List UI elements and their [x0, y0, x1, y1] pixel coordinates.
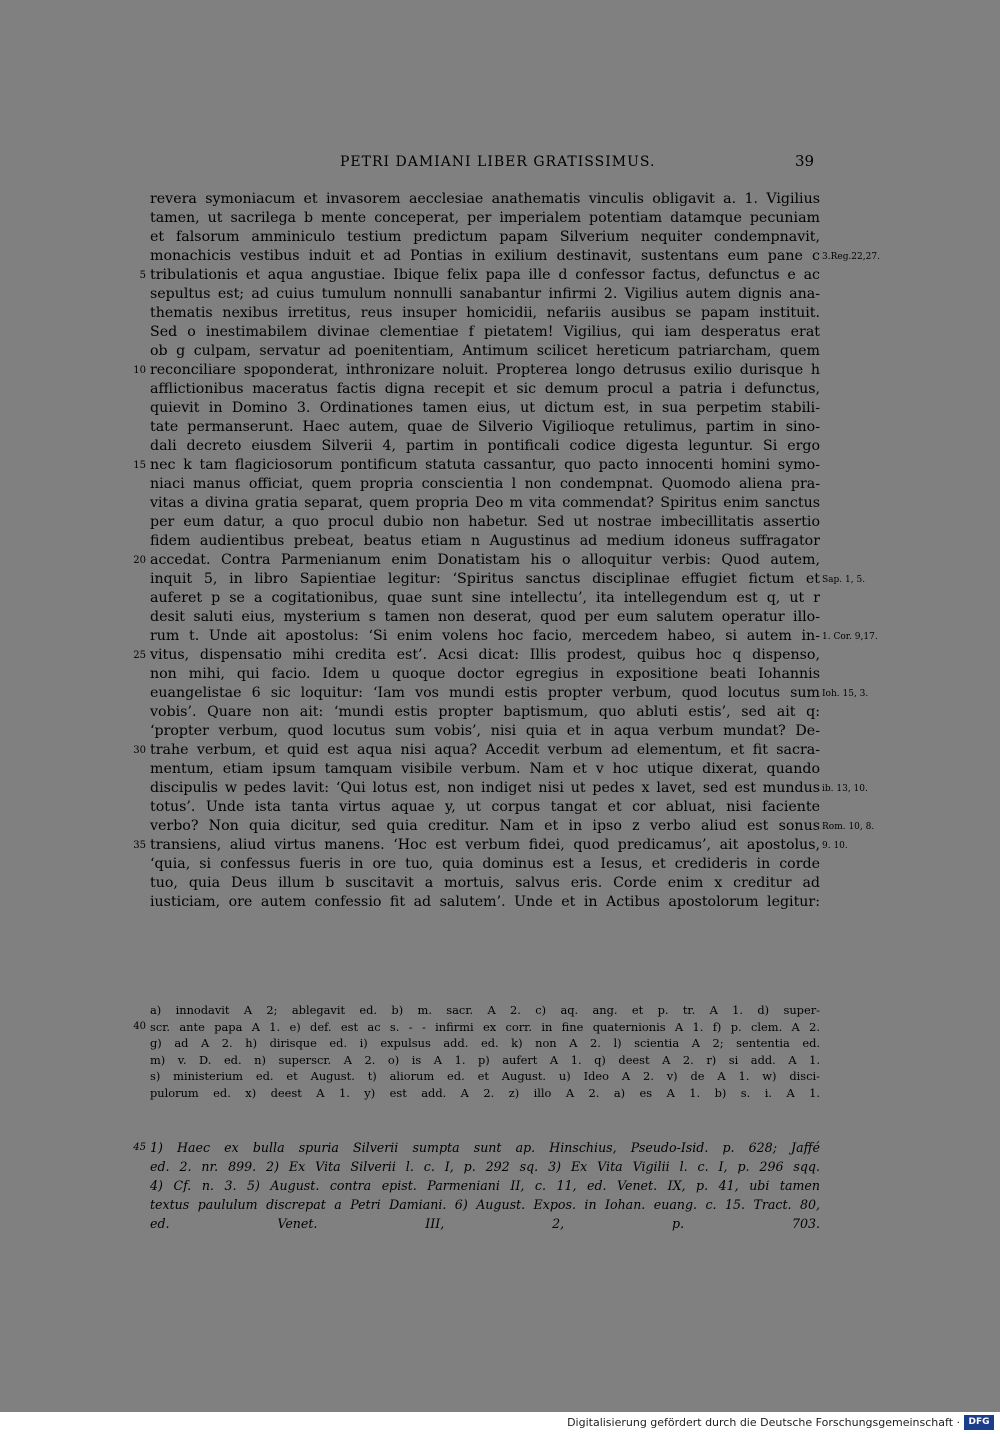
text-line	[150, 1195, 820, 1214]
margin-reference: 9. 10.	[822, 841, 848, 851]
text-line	[150, 760, 820, 779]
text-line	[150, 665, 820, 684]
text-line	[150, 1068, 820, 1085]
text-line	[150, 1176, 820, 1195]
margin-reference: Rom. 10, 8.	[822, 822, 875, 832]
line-text: pulorum ed. x) deest A 1. y) est add. A 2. z) illo A 2. a) es A 1. b) s. i. A 1.	[150, 1085, 820, 1100]
text-line	[150, 247, 880, 266]
line-text: thematis nexibus irretitus, reus insuper homicidii, nefariis ausibus se papam instituit.	[150, 305, 820, 321]
digitization-footer	[0, 1412, 1000, 1434]
source-notes	[133, 1138, 820, 1233]
text-line	[150, 494, 820, 513]
line-text: per eum datur, a quo procul dubio non habetur. Sed ut nostrae imbecillitatis assertio	[150, 514, 820, 530]
line-number: 20	[133, 555, 146, 566]
critical-apparatus	[133, 1002, 820, 1101]
line-number: 35	[133, 840, 146, 851]
line-text: tribulationis et aqua angustiae. Ibique felix papa ille d confessor factus, defunctus e ac	[150, 267, 820, 283]
text-line	[150, 722, 820, 741]
line-text: inquit 5, in libro Sapientiae legitur: ‘Spiritus sanctus disciplinae effugiet fictum et	[150, 571, 820, 587]
line-text: m) v. D. ed. n) superscr. A 2. o) is A 1. p) aufert A 1. q) deest A 2. r) si add. A 1.	[150, 1052, 820, 1067]
line-text: fidem audientibus prebeat, beatus etiam n Augustinus ad medium idoneus suffragator	[150, 533, 820, 549]
text-line	[150, 399, 820, 418]
line-text: ob g culpam, servatur ad poenitentiam, Antimum scilicet hereticum patriarcham, quem	[150, 343, 820, 359]
line-text: dali decreto eiusdem Silverii 4, partim in pontificali codice digesta leguntur. Si ergo	[150, 438, 820, 454]
line-text: transiens, aliud virtus manens. ‘Hoc est verbum fidei, quod predicamus’, ait apostolus,	[150, 837, 820, 853]
line-text: mentum, etiam ipsum tamquam visibile verbum. Nam et v hoc utique dixerat, quando	[150, 761, 820, 777]
text-line	[150, 418, 820, 437]
line-text: totus’. Unde ista tanta virtus aquae y, ut corpus tangat et cor abluat, nisi faciente	[150, 799, 820, 815]
line-text: ‘quia, si confessus fueris in ore tuo, quia dominus est a Iesus, et credideris in corde	[150, 856, 820, 872]
text-line	[150, 570, 866, 589]
line-text: non mihi, qui facio. Idem u quoque doctor egregius in expositione beati Iohannis	[150, 666, 820, 682]
line-text: auferet p se a cogitationibus, quae sunt sine intellectu’, ita intellegendum est q, ut r	[150, 590, 820, 606]
line-text: quievit in Domino 3. Ordinationes tamen eius, ut dictum est, in sua perpetim stabili-	[150, 400, 820, 416]
line-number: 30	[133, 745, 146, 756]
text-line	[150, 513, 820, 532]
text-line	[133, 551, 820, 570]
line-text: et falsorum amminiculo testium predictum papam Silverium nequiter condempnavit,	[150, 229, 820, 245]
line-text: niaci manus officiat, quem propria conscientia l non condempnat. Quomodo aliena pra-	[150, 476, 820, 492]
line-number: 5	[139, 270, 146, 281]
text-line	[150, 437, 820, 456]
line-text: scr. ante papa A 1. e) def. est ac s. - - infirmi ex corr. in fine quaternionis A 1. f) p. clem. A 2.	[150, 1019, 820, 1034]
text-line	[150, 798, 820, 817]
text-line	[150, 323, 820, 342]
text-line	[150, 475, 820, 494]
main-text	[133, 190, 880, 912]
text-line	[150, 817, 875, 836]
text-line	[133, 741, 820, 760]
line-text: iusticiam, ore autem confessio fit ad salutem’. Unde et in Actibus apostolorum legitur:	[150, 894, 820, 910]
line-text: tate permanserunt. Haec autem, quae de Silverio Vigilioque retulimus, partim in sino-	[150, 419, 820, 435]
text-line	[150, 589, 820, 608]
footer-credit: Digitalisierung gefördert durch die Deutsche Forschungsgemeinschaft ·	[567, 1416, 960, 1429]
line-text: desit saluti eius, mysterium s tamen non deserat, quod per eum salutem operatur illo-	[150, 609, 820, 625]
text-line	[150, 342, 820, 361]
text-line	[150, 608, 820, 627]
line-text: g) ad A 2. h) dirisque ed. i) expulsus add. ed. k) non A 2. l) scientia A 2; sententia ed.	[150, 1036, 820, 1050]
text-line	[150, 285, 820, 304]
line-text: ed. 2. nr. 899. 2) Ex Vita Silverii l. c. I, p. 292 sq. 3) Ex Vita Vigilii l. c. I, p. 296 sqq.	[150, 1159, 820, 1174]
line-text: monachicis vestibus induit et ad Pontias in exilium destinavit, sustentans eum pane c	[150, 248, 820, 264]
text-line	[150, 1035, 820, 1052]
text-line	[150, 874, 820, 893]
line-number: 25	[133, 650, 146, 661]
line-text: tuo, quia Deus illum b suscitavit a mortuis, salvus eris. Corde enim x creditur ad	[150, 875, 820, 891]
text-line	[150, 532, 820, 551]
text-line	[150, 779, 868, 798]
text-line	[150, 1002, 820, 1019]
text-line	[150, 1052, 820, 1069]
page-number: 39	[795, 152, 815, 170]
line-number: 10	[133, 365, 146, 376]
line-text: vitus, dispensatio mihi credita est’. Acsi dicat: Illis prodest, quibus hoc q dispenso,	[150, 647, 820, 663]
line-text: a) innodavit A 2; ablegavit ed. b) m. sacr. A 2. c) aq. ang. et p. tr. A 1. d) super-	[150, 1003, 820, 1017]
line-text: ed. Venet. III, 2, p. 703.	[150, 1216, 820, 1231]
running-title: PETRI DAMIANI LIBER GRATISSIMUS.	[340, 154, 656, 170]
text-line	[150, 228, 820, 247]
line-text: reconciliare spoponderat, inthronizare noluit. Propterea longo detrusus exilio durisque h	[150, 362, 820, 378]
line-text: afflictionibus maceratus factis digna recepit et sic demum procul a patria i defunctus,	[150, 381, 820, 397]
line-text: rum t. Unde ait apostolus: ‘Si enim volens hoc facio, mercedem habeo, si autem in-	[150, 628, 820, 644]
line-number: 40	[133, 1020, 146, 1032]
margin-reference: 3.Reg.22,27.	[822, 252, 880, 262]
text-line	[133, 456, 820, 475]
text-line	[150, 190, 820, 209]
line-text: accedat. Contra Parmenianum enim Donatistam his o alloquitur verbis: Quod autem,	[150, 552, 820, 568]
text-line	[139, 266, 820, 285]
text-line	[133, 1138, 820, 1157]
text-line	[150, 209, 820, 228]
line-text: textus paululum discrepat a Petri Damiani. 6) August. Expos. in Iohan. euang. c. 15. Tract. 80,	[150, 1197, 820, 1212]
text-line	[150, 627, 878, 646]
line-text: euangelistae 6 sic loquitur: ‘Iam vos mundi estis propter verbum, quod locutus sum	[150, 685, 820, 701]
text-line	[150, 703, 820, 722]
text-line	[150, 684, 869, 703]
line-text: discipulis w pedes lavit: ‘Qui lotus est, non indiget nisi ut pedes x lavet, sed est mundus	[150, 780, 820, 796]
line-text: ‘propter verbum, quod locutus sum vobis’, nisi quia et in aqua verbum mundat? De-	[150, 723, 820, 739]
dfg-logo: DFG	[964, 1415, 994, 1430]
line-text: tamen, ut sacrilega b mente conceperat, per imperialem potentiam datamque pecuniam	[150, 210, 820, 226]
line-number: 15	[133, 460, 146, 471]
line-text: trahe verbum, et quid est aqua nisi aqua? Accedit verbum ad elementum, et fit sacra-	[150, 742, 820, 758]
text-line	[133, 361, 820, 380]
text-line	[150, 1157, 820, 1176]
text-line	[150, 893, 820, 912]
line-text: vobis’. Quare non ait: ‘mundi estis propter baptismum, quo abluti estis’, sed ait q:	[150, 704, 820, 720]
line-text: vitas a divina gratia separat, quem propria Deo m vita commendat? Spiritus enim sanctus	[150, 495, 820, 511]
text-line	[150, 855, 820, 874]
text-line	[150, 1214, 820, 1233]
margin-reference: Ioh. 15, 3.	[822, 689, 869, 699]
text-line	[133, 646, 820, 665]
text-line	[133, 836, 848, 855]
line-text: 1) Haec ex bulla spuria Silverii sumpta sunt ap. Hinschius, Pseudo-Isid. p. 628; Jaffé	[150, 1140, 820, 1155]
line-text: sepultus est; ad cuius tumulum nonnulli sanabantur infirmi 2. Vigilius autem dignis ana-	[150, 286, 820, 302]
line-number: 45	[133, 1142, 146, 1153]
margin-reference: ib. 13, 10.	[822, 784, 868, 794]
line-text: 4) Cf. n. 3. 5) August. contra epist. Parmeniani II, c. 11, ed. Venet. IX, p. 41, ubi tamen	[150, 1178, 820, 1193]
line-text: s) ministerium ed. et August. t) aliorum ed. et August. u) Ideo A 2. v) de A 1. w) disci-	[150, 1069, 820, 1083]
text-line	[150, 380, 820, 399]
line-text: nec k tam flagiciosorum pontificum statuta cassantur, quo pacto innocenti homini symo-	[150, 457, 820, 473]
text-line	[133, 1019, 820, 1036]
line-text: Sed o inestimabilem divinae clementiae f pietatem! Vigilius, qui iam desperatus erat	[150, 324, 820, 340]
line-text: revera symoniacum et invasorem aecclesiae anathematis vinculis obligavit a. 1. Vigilius	[150, 191, 820, 207]
line-text: verbo? Non quia dicitur, sed quia creditur. Nam et in ipso z verbo aliud est sonus	[150, 818, 820, 834]
margin-reference: 1. Cor. 9,17.	[822, 632, 878, 642]
margin-reference: Sap. 1, 5.	[822, 575, 866, 585]
text-line	[150, 304, 820, 323]
text-line	[150, 1085, 820, 1102]
